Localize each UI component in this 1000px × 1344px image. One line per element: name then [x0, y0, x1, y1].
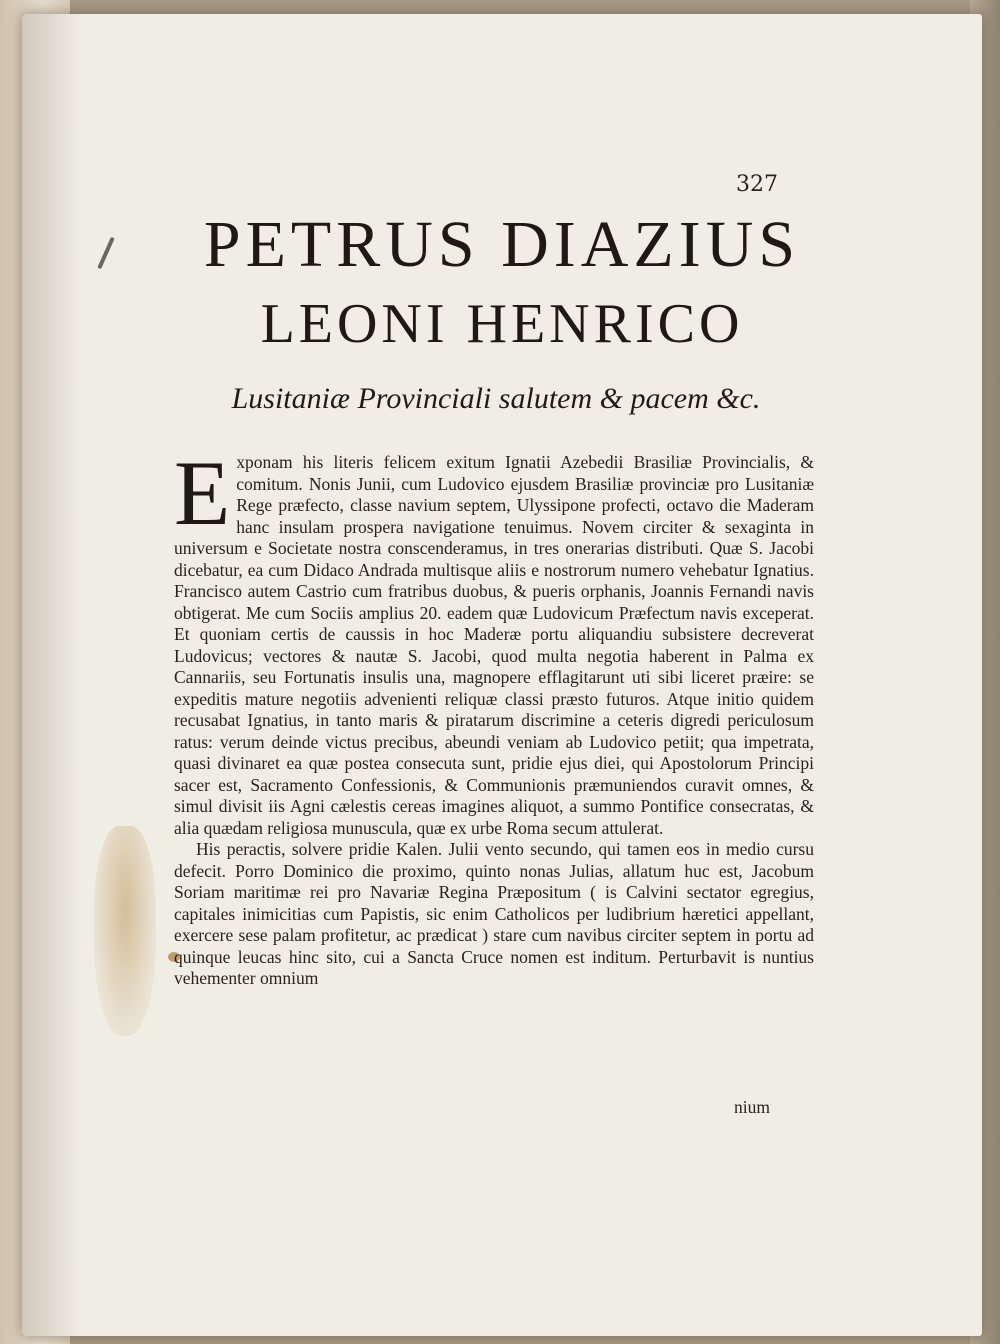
title-author: PETRUS DIAZIUS	[203, 208, 801, 281]
catchword: nium	[734, 1097, 770, 1117]
title-recipient: LEONI HENRICO	[260, 293, 744, 355]
water-stain	[94, 826, 156, 1036]
paragraph-1	[174, 442, 814, 839]
letter-body	[174, 442, 814, 990]
page-number: 327	[736, 172, 778, 197]
paragraph-1-text: xponam his literis felicem exitum Ignatii Azebedii Brasiliæ Provincialis, & comitum. Nonis Junii, cum Ludovico ejusdem Brasiliæ provinciæ pro Lusitaniæ Rege præfecto, classe navium septem, Ulyssipone profecti, octavo die Maderam hanc insulam prospera navigatione tenuimus. Novem circiter & sexaginta in universum e Societate nostra conscenderamus, in tres onerarias distributi. Quæ S. Jacobi dicebatur, ea cum Didaco Andrada multisque aliis e nostrorum numero vehebatur Ignatius. Francisco autem Castrio cum fratribus duobus, & pueris orphanis, Joannis Fernandi navis obtigerat. Me cum Sociis amplius 20. eadem quæ Ludovicum Præfectum navis exceperat. Et quoniam certis de caussis in hoc Maderæ portu aliquandiu subsistere decreverat Ludovicus; vectores & nautæ S. Jacobi, quod multa negotia haberent in Palma ex Cannariis, seu Fortunatis insulis una, magnopere efflagitarunt uti sibi liceret præire: se expeditis mature negotiis advenienti reliquæ classi præsto futuros. Atque initio quidem recusabat Ignatius, in tanto maris & piratarum discrimine a ceteris digredi periculosum ratus: verum deinde victus precibus, abeundi veniam ab Ludovico petiit; qua impetrata, quasi divinaret ea quæ postea consecuta sunt, pridie ejus diei, qui Apostolorum Principi sacer est, Sacramento Confessionis, & Communionis præmuniendos curavit omnes, & simul divisit iis Agni cælestis cereas imagines aliquot, a summo Pontifice consecratas, & alia quædam religiosa munuscula, quæ ex urbe Roma secum attulerat.	[174, 452, 814, 838]
salutation: Lusitaniæ Provinciali salutem & pacem &c.	[231, 382, 761, 415]
paragraph-2: His peractis, solvere pridie Kalen. Julii vento secundo, qui tamen eos in medio cursu defecit. Porro Dominico die proximo, quinto nonas Julias, allatum huc est, Jacobum Soriam maritimæ rei pro Navariæ Regina Præpositum ( is Calvini sectator egregius, capitales inimicitias cum Papistis, sic enim Catholicos per ludibrium hæretici appellant, exercere sese palam profitetur, ac prædicat ) stare cum navibus circiter septem in portu ad quinque leucas hinc sito, cui a Sancta Cruce nomen est inditum. Perturbavit is nuntius vehementer omnium	[174, 839, 814, 988]
book-page	[22, 14, 982, 1336]
drop-cap: E	[174, 442, 231, 544]
